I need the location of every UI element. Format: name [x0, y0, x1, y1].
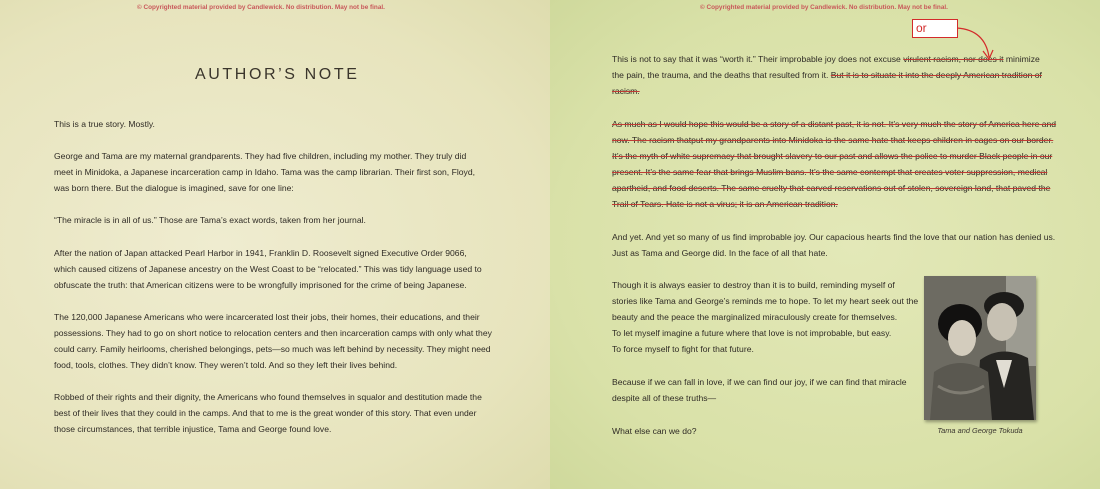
text-line: despite all of these truths— — [612, 393, 717, 404]
text-line: meet in Minidoka, a Japanese incarceration camp in Idaho. Tama was the camp librarian. Their first son, Floyd, — [54, 167, 475, 178]
text-line: Though it is always easier to destroy than it is to build, reminding myself of — [612, 280, 895, 290]
struck-line: now. The racism thatput my grandparents into Minidoka is the same hate that keeps children in cages on our border. — [612, 135, 1054, 146]
couple-photo — [924, 276, 1036, 420]
struck-text: virulent racism, nor does it — [903, 54, 1004, 64]
text-line: food, tools, clothes. They didn’t know. They weren’t told. And so they left their lives behind. — [54, 360, 398, 371]
left-paragraph-6 — [54, 389, 482, 437]
struck-line: As much as I would hope this would be a story of a distant past, it is not. It’s very much the story of America here and — [612, 119, 1057, 129]
text-line: was born there. But the dialogue is imagined, save for one line: — [54, 183, 294, 194]
left-paragraph-1 — [54, 116, 155, 132]
copyright-notice-left: © Copyrighted material provided by Candlewick. No distribution. May not be final. — [137, 4, 385, 11]
photo-caption: Tama and George Tokuda — [937, 426, 1023, 435]
text-line: “The miracle is in all of us.” Those are Tama’s exact words, taken from her journal. — [54, 215, 366, 225]
text-line: George and Tama are my maternal grandparents. They had five children, including my mother. They truly did — [54, 151, 467, 161]
text-line: the pain, the trauma, and the deaths that resulted from it. But it is to situate it into the deeply American tradition of — [612, 70, 1042, 81]
right-paragraph-6 — [612, 423, 697, 439]
text-line: Robbed of their rights and their dignity, the Americans who found themselves in squalor and destitution made the — [54, 392, 482, 402]
right-paragraph-5 — [612, 374, 907, 406]
text-line: beauty and the peace the marginalized miraculously create for themselves. — [612, 312, 898, 323]
text-line: This is not to say that it was “worth it.” Their improbable joy does not excuse virulent racism, nor does it minimize — [612, 54, 1040, 64]
annotation-text: or — [916, 21, 927, 35]
struck-line: apartheid, and food deserts. The same cruelty that carved reservations out of stolen, sovereign land, that paved the — [612, 183, 1051, 194]
struck-line: It’s the myth of white supremacy that brought slavery to our past and allows the police to murder Black people in our — [612, 151, 1053, 162]
right-paragraph-3 — [612, 229, 1055, 261]
text-line: possessions. They had to go on short notice to relocation centers and then incarceration camps with only what they — [54, 328, 492, 339]
struck-line: Trail of Tears. Hate is not a virus; it is an American tradition. — [612, 199, 838, 210]
right-paragraph-2-struck — [612, 116, 1056, 213]
struck-text: But it is to situate it into the deeply American tradition of — [830, 70, 1042, 81]
left-paragraph-5 — [54, 309, 492, 373]
text-line: To force myself to fight for that future. — [612, 344, 754, 355]
text-line: those circumstances, that terrible injustice, Tama and George found love. — [54, 424, 332, 435]
left-paragraph-3 — [54, 212, 366, 228]
text-line: What else can we do? — [612, 426, 697, 436]
text-line: After the nation of Japan attacked Pearl Harbor in 1941, Franklin D. Roosevelt signed Executive Order 9066, — [54, 248, 467, 258]
left-paragraph-2 — [54, 148, 475, 196]
struck-line: present. It’s the same fear that brings Muslim bans. It’s the same contempt that creates voter suppression, medical — [612, 167, 1048, 178]
text-line: could carry. Family heirlooms, cherished belongings, pets—so much was left behind by necessity. They might need — [54, 344, 491, 355]
annotation-arrow-icon — [955, 25, 1000, 65]
text-line: And yet. And yet so many of us find improbable joy. Our capacious hearts find the love that our nation has denied us. — [612, 232, 1056, 242]
text-line: This is a true story. Mostly. — [54, 119, 155, 129]
couple-photo-illustration — [924, 276, 1036, 420]
text-line: which caused citizens of Japanese ancestry on the West Coast to be “relocated.” This was tidy language used to — [54, 264, 482, 275]
annotation-box — [912, 19, 958, 38]
right-paragraph-4 — [612, 277, 918, 357]
text-line: Just as Tama and George did. In the face of all that hate. — [612, 248, 828, 259]
text-line: stories like Tama and George’s reminds me to hope. To let my heart seek out the — [612, 296, 919, 307]
left-paragraph-4 — [54, 245, 482, 293]
text-line: obfuscate the truth: that American citizens were to be wrongfully imprisoned for the crime of being Japanese. — [54, 280, 467, 291]
text-line: To let myself imagine a future where that love is not improbable, but easy. — [612, 328, 892, 339]
page-title: AUTHOR’S NOTE — [195, 66, 360, 83]
copyright-notice-right: © Copyrighted material provided by Candlewick. No distribution. May not be final. — [700, 4, 948, 11]
text-line: Because if we can fall in love, if we can find our joy, if we can find that miracle — [612, 377, 907, 387]
struck-text: racism. — [612, 86, 640, 97]
text-line: best of their lives that they could in the camps. And that to me is the great wonder of this story. That even under — [54, 408, 477, 419]
text-line: The 120,000 Japanese Americans who were incarcerated lost their jobs, their homes, their educations, and their — [54, 312, 480, 322]
